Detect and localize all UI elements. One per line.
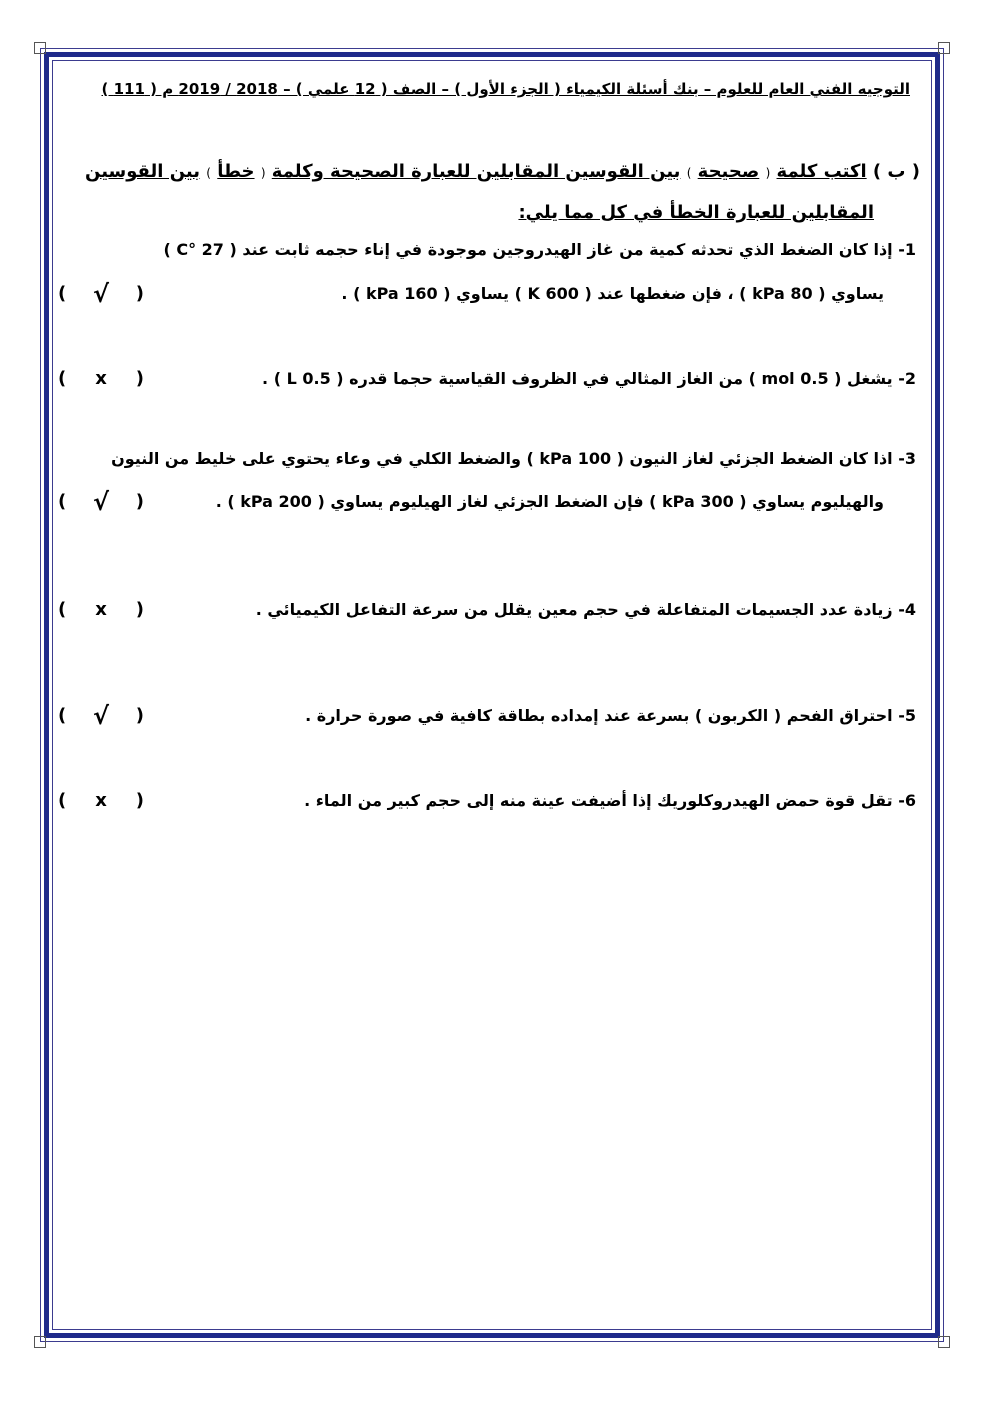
page-header: التوجيه الفني العام للعلوم – بنك أسئلة الكيمياء ( الجزء الأول ) – الصف ( 12 علمي ) – 2018 / 2019 م ( 111 ) xyxy=(101,80,910,98)
instruction-text: بين القوسين xyxy=(85,161,201,182)
instruction-text: بين القوسين المقابلين للعبارة الصحيحة وكلمة xyxy=(271,161,681,182)
instruction-paren: ( xyxy=(260,166,266,180)
question-6: 6- تقل قوة حمض الهيدروكلوريك إذا أضيفت عينة منه إلى حجم كبير من الماء . xyxy=(304,791,916,810)
answer-box-2: ( x ) xyxy=(58,364,144,394)
instruction-paren: ( xyxy=(765,166,771,180)
instruction-prefix: ( ب ) xyxy=(872,161,920,182)
corner-ornament xyxy=(34,1336,46,1348)
cross-mark-icon: x xyxy=(95,790,107,811)
instruction-line-2: المقابلين للعبارة الخطأ في كل مما يلي: xyxy=(518,202,874,223)
instruction-line-1 xyxy=(85,157,920,188)
question-5: 5- احتراق الفحم ( الكربون ) بسرعة عند إمداده بطاقة كافية في صورة حرارة . xyxy=(305,706,916,725)
check-mark-icon: √ xyxy=(92,488,109,516)
question-3-line-1: 3- اذا كان الضغط الجزئي لغاز النيون ( 100 kPa ) والضغط الكلي في وعاء يحتوي على خليط من النيون xyxy=(111,449,916,468)
corner-ornament xyxy=(938,1336,950,1348)
corner-ornament xyxy=(34,42,46,54)
answer-box-5: ( √ ) xyxy=(58,702,144,730)
question-1-line-2: يساوي ( 80 kPa ) ، فإن ضغطها عند ( 600 K ) يساوي ( 160 kPa ) . xyxy=(341,284,884,303)
check-mark-icon: √ xyxy=(92,702,109,730)
check-mark-icon: √ xyxy=(92,280,109,308)
answer-box-6: ( x ) xyxy=(58,786,144,816)
question-2: 2- يشغل ( 0.5 mol ) من الغاز المثالي في الظروف القياسية حجما قدره ( 0.5 L ) . xyxy=(262,369,916,388)
answer-box-3: ( √ ) xyxy=(58,488,144,516)
instruction-word-correct: صحيحة xyxy=(697,161,760,182)
cross-mark-icon: x xyxy=(95,599,107,620)
question-1-line-1: 1- إذا كان الضغط الذي تحدثه كمية من غاز الهيدروجين موجودة في إناء حجمه ثابت عند ( C° 27 ) xyxy=(163,240,916,259)
cross-mark-icon: x xyxy=(95,368,107,389)
instruction-paren: ) xyxy=(686,166,692,180)
corner-ornament xyxy=(938,42,950,54)
question-4: 4- زيادة عدد الجسيمات المتفاعلة في حجم معين يقلل من سرعة التفاعل الكيميائي . xyxy=(255,600,916,619)
question-3-line-2: والهيليوم يساوي ( 300 kPa ) فإن الضغط الجزئي لغاز الهيليوم يساوي ( 200 kPa ) . xyxy=(215,492,884,511)
instruction-word-wrong: خطأ xyxy=(217,161,255,182)
answer-box-1: ( √ ) xyxy=(58,280,144,308)
instruction-text: اكتب كلمة xyxy=(776,161,867,182)
instruction-paren: ) xyxy=(206,166,211,180)
answer-box-4: ( x ) xyxy=(58,595,144,625)
